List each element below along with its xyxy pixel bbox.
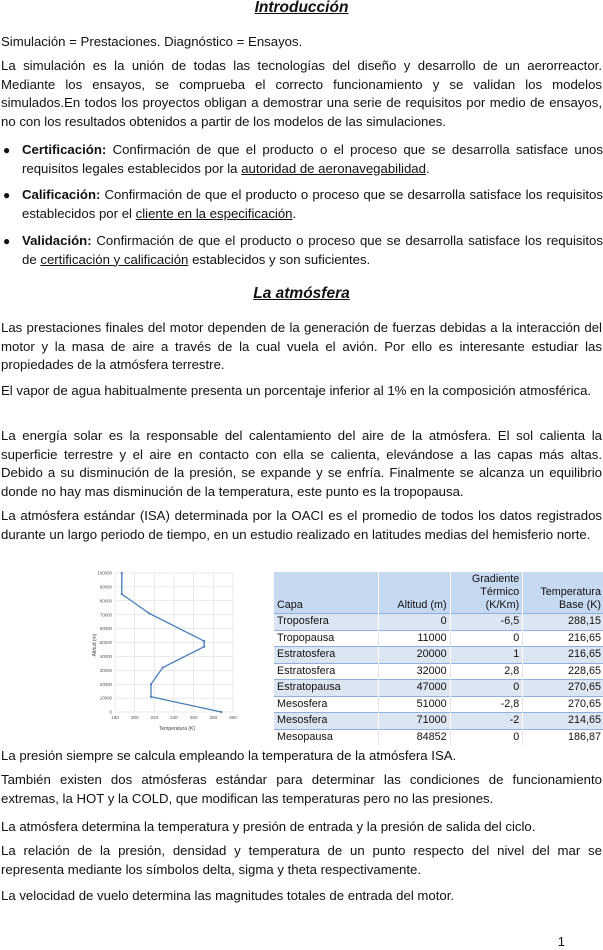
y-tick-label: 100000 bbox=[97, 570, 112, 576]
table-row bbox=[274, 680, 603, 697]
table-cell: -6,5 bbox=[450, 614, 523, 631]
data-point bbox=[121, 572, 123, 574]
table-cell: 0 bbox=[450, 680, 523, 697]
paragraph: La energía solar es la responsable del calentamiento del aire de la atmósfera. El sol calienta la superficie terrestre y el aire en contacto con ella se calienta, elevándose a las capas más altas. Debido a su disminución de la presión, se expande y se enfría. Finalmente se alcanza un equilibrio donde no hay mas disminución de la temperatura, este punto es la tropopausa. bbox=[1, 428, 602, 499]
table-cell: 47000 bbox=[379, 680, 450, 697]
y-tick-label: 50000 bbox=[99, 640, 112, 646]
table-cell: -2,8 bbox=[450, 696, 523, 713]
y-tick-label: 0 bbox=[109, 709, 112, 715]
bullet-text bbox=[22, 232, 603, 269]
table-cell: -2 bbox=[450, 713, 523, 730]
table-cell: 11000 bbox=[379, 630, 450, 647]
table-cell: 32000 bbox=[379, 663, 450, 680]
x-tick-label: 180 bbox=[111, 715, 119, 720]
table-cell: Mesosfera bbox=[274, 713, 379, 730]
table-cell: Tropopausa bbox=[274, 630, 379, 647]
y-tick-label: 20000 bbox=[99, 681, 112, 687]
y-axis-label: Altitud (m) bbox=[92, 633, 98, 657]
bullet-end: establecidos y son suficientes. bbox=[188, 251, 371, 267]
paragraph: Las prestaciones finales del motor dependen de la generación de fuerzas debidas a la interacción del motor y la masa de aire a través de la cual vuela el avión. Por ello es interesante estudiar las propiedades de la atmósfera terrestre. bbox=[1, 320, 602, 372]
paragraph: El vapor de agua habitualmente presenta un porcentaje inferior al 1% en la composición atmosférica. bbox=[1, 383, 592, 398]
table-cell: 71000 bbox=[379, 713, 450, 730]
paragraph: La presión siempre se calcula empleando la temperatura de la atmósfera ISA. bbox=[1, 748, 457, 763]
x-tick-label: 240 bbox=[170, 715, 178, 720]
y-tick-label: 30000 bbox=[99, 667, 112, 673]
section-title-atmosfera: La atmósfera bbox=[253, 285, 350, 302]
column-header: Temperatura Base (K) bbox=[523, 572, 603, 614]
table-cell: 186,87 bbox=[523, 729, 603, 745]
bullet-body: Confirmación de que el producto o proceso que se desarrolla satisface los requisitos establecidos por el bbox=[22, 187, 603, 221]
table-cell: 2,8 bbox=[450, 663, 523, 680]
bullet-body: Confirmación de que el producto o el proceso que se desarrolla satisface unos requisitos legales establecidos por la bbox=[22, 142, 603, 176]
table-cell: 0 bbox=[379, 614, 450, 631]
y-tick-label: 60000 bbox=[99, 626, 112, 632]
x-tick-label: 300 bbox=[229, 715, 237, 720]
column-header: Altitud (m) bbox=[379, 572, 450, 614]
bullet-dot-icon: ● bbox=[3, 188, 11, 202]
table-cell: Estratosfera bbox=[274, 663, 379, 680]
table-cell: Mesosfera bbox=[274, 696, 379, 713]
y-tick-label: 40000 bbox=[99, 654, 112, 659]
bullet-end: . bbox=[292, 205, 297, 221]
data-point bbox=[150, 683, 152, 685]
page-number: 1 bbox=[557, 934, 565, 949]
data-point bbox=[203, 646, 205, 648]
table-row bbox=[274, 713, 603, 730]
bullet-body: Confirmación de que el producto o proceso que se desarrolla satisface los requisitos de bbox=[22, 233, 603, 267]
paragraph: La atmósfera determina la temperatura y presión de entrada y la presión de salida del ciclo. bbox=[1, 819, 536, 834]
isa-temperature-chart bbox=[90, 570, 240, 735]
column-header: Gradiente Térmico (K/Km) bbox=[450, 572, 523, 614]
bullet-end: . bbox=[425, 160, 430, 176]
table-cell: 270,65 bbox=[523, 696, 603, 713]
table-cell: 0 bbox=[450, 630, 523, 647]
table-cell: 216,65 bbox=[523, 647, 603, 664]
x-tick-label: 220 bbox=[150, 715, 159, 720]
x-axis-label: Temperatura (K) bbox=[158, 726, 196, 732]
section-title-introduccion: Introducción bbox=[254, 0, 349, 16]
table-cell: Mesopausa bbox=[274, 729, 379, 745]
y-tick-label: 90000 bbox=[99, 584, 112, 590]
table-cell: Troposfera bbox=[274, 614, 379, 631]
paragraph: La atmósfera estándar (ISA) determinada por la OACI es el promedio de todos los datos registrados durante un largo periodo de tiempo, en un estudio realizado en latitudes medias del hemisferio norte. bbox=[1, 508, 602, 542]
table-row bbox=[274, 630, 603, 647]
table-cell: Estratopausa bbox=[274, 680, 379, 697]
x-tick-label: 200 bbox=[130, 715, 139, 720]
bullet-term: Validación: bbox=[22, 233, 92, 248]
table-body bbox=[274, 614, 603, 746]
y-tick-label: 70000 bbox=[99, 612, 112, 618]
table-cell: 0 bbox=[450, 729, 523, 745]
table-header-row bbox=[274, 572, 603, 614]
table-cell: 20000 bbox=[379, 647, 450, 664]
data-point bbox=[150, 696, 152, 698]
data-point bbox=[203, 640, 205, 642]
table-row bbox=[274, 729, 603, 745]
table-cell: 1 bbox=[450, 647, 523, 664]
underlined-term: cliente en la especificación bbox=[135, 205, 293, 221]
data-point bbox=[162, 666, 164, 668]
table-cell: 84852 bbox=[379, 729, 450, 745]
y-tick-label: 80000 bbox=[99, 598, 112, 604]
bullet-term: Calificación: bbox=[22, 187, 101, 202]
underlined-term: autoridad de aeronavegabilidad bbox=[241, 160, 426, 176]
bullet-text bbox=[22, 186, 603, 223]
table-row bbox=[274, 647, 603, 664]
isa-layers-table bbox=[274, 572, 603, 745]
table-cell: Estratosfera bbox=[274, 647, 379, 664]
paragraph: Simulación = Prestaciones. Diagnóstico = Ensayos. bbox=[1, 34, 303, 49]
bullet-dot-icon: ● bbox=[3, 143, 11, 157]
table-row bbox=[274, 696, 603, 713]
x-tick-label: 280 bbox=[209, 715, 218, 720]
x-tick-label: 260 bbox=[189, 715, 198, 720]
data-point bbox=[220, 711, 222, 713]
y-tick-label: 10000 bbox=[99, 695, 112, 701]
table-cell: 216,65 bbox=[523, 630, 603, 647]
paragraph: La relación de la presión, densidad y temperatura de un punto respecto del nivel del mar se representa mediante los símbolos delta, sigma y theta respectivamente. bbox=[1, 843, 602, 877]
table-cell: 214,65 bbox=[523, 713, 603, 730]
data-point bbox=[148, 612, 150, 614]
bullet-dot-icon: ● bbox=[3, 234, 11, 248]
data-point bbox=[121, 593, 123, 595]
table-cell: 228,65 bbox=[523, 663, 603, 680]
table-cell: 270,65 bbox=[523, 680, 603, 697]
paragraph: La simulación es la unión de todas las tecnologías del diseño y desarrollo de un aerorreactor. Mediante los ensayos, se comprueba el correcto funcionamiento y se validan los modelos simulados.En todos los proyectos obligan a demostrar una serie de requisitos por medio de ensayos, no con los resultados obtenidos a partir de los modelos de las simulaciones. bbox=[1, 58, 602, 129]
table-cell: 288,15 bbox=[523, 614, 603, 631]
bullet-text bbox=[22, 141, 603, 178]
table-row bbox=[274, 614, 603, 631]
x-tick-labels bbox=[111, 715, 237, 720]
y-tick-labels bbox=[97, 571, 112, 715]
paragraph: La velocidad de vuelo determina las magnitudes totales de entrada del motor. bbox=[1, 888, 455, 903]
chart-grid bbox=[115, 573, 233, 712]
underlined-term: certificación y calificación bbox=[40, 251, 189, 267]
table-row bbox=[274, 663, 603, 680]
table-cell: 51000 bbox=[379, 696, 450, 713]
paragraph: También existen dos atmósferas estándar para determinar las condiciones de funcionamiento extremas, la HOT y la COLD, que modifican las temperaturas pero no las presiones. bbox=[1, 772, 602, 806]
column-header: Capa bbox=[274, 572, 379, 614]
bullet-term: Certificación: bbox=[22, 142, 107, 157]
